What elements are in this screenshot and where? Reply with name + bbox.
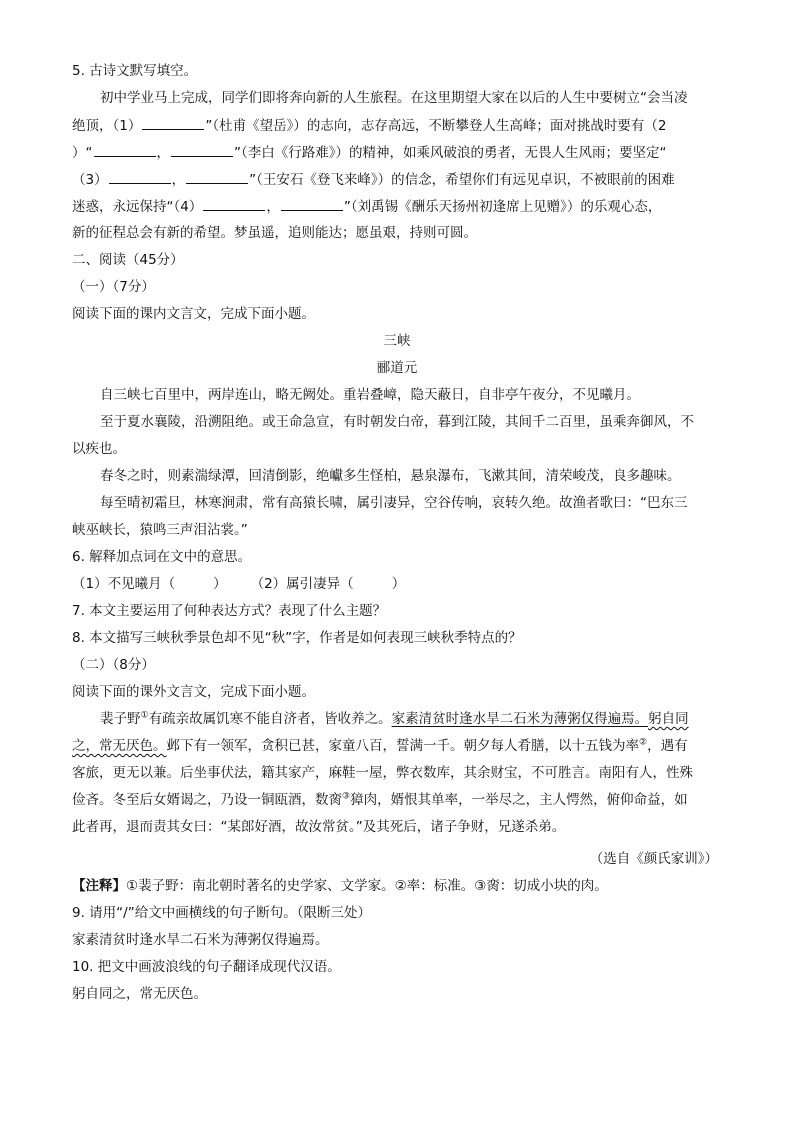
part-2-instruction: 阅读下面的课外文言文，完成下面小题。 [72, 684, 315, 700]
answer-blank-2a[interactable] [94, 143, 156, 157]
q5-line-1: 初中学业马上完成，同学们即将奔向新的人生旅程。在这里期望大家在以后的人生中要树立“会当凌 [100, 90, 688, 106]
annotation: 【注释】①裴子野：南北朝时著名的史学家、文学家。②率：标准。③脔：切成小块的肉。 [72, 878, 608, 894]
q9-title: 9. 请用“/”给文中画横线的句子断句。（限断三处） [72, 905, 371, 921]
q5-line-2: 绝顶，（1） ”（杜甫《望岳》）的志向，志存高远，不断攀登人生高峰；面对挑战时要有（2 [72, 118, 667, 134]
passage-title: 三峡 [383, 333, 411, 349]
passage-para-4-cont: 峡巫峡长，猿鸣三声泪沾裳。” [72, 522, 248, 538]
part-1-instruction: 阅读下面的课内文言文，完成下面小题。 [72, 306, 315, 322]
passage2-line-1: 裴子野①有疏亲故属饥寒不能自济者，皆收养之。家素清贫时逢水旱二石米为薄粥仅得遍焉。躬自同 [100, 710, 689, 727]
answer-blank-4a[interactable] [203, 197, 265, 211]
straight-underlined-sentence: 家素清贫时逢水旱二石米为薄粥仅得遍焉。 [391, 711, 649, 727]
q5-title: 5. 古诗文默写填空。 [72, 63, 198, 79]
wavy-underlined-sentence-start: 躬自同 [648, 711, 689, 727]
passage-para-2-cont: 以疾也。 [72, 441, 126, 457]
wavy-underlined-sentence-end: 之，常无厌色。 [72, 738, 167, 754]
answer-blank-4b[interactable] [281, 197, 343, 211]
q7-title: 7. 本文主要运用了何种表达方式？表现了什么主题？ [72, 603, 387, 619]
answer-blank-2b[interactable] [171, 143, 233, 157]
q6-items: （1）不见曦月（ ） （2）属引凄异（ ） [72, 576, 406, 592]
passage2-line-2: 之，常无厌色。邺下有一领军，贪积已甚，家童八百，誓满一千。朝夕每人肴膳，以十五钱为率②，遇有 [72, 737, 688, 754]
passage2-line-4: 俭吝。冬至后女婿谒之，乃设一铜瓯酒，数脔③獐肉，婿恨其单率，一举尽之，主人愕然，俯仰命益，如 [72, 791, 688, 808]
q9-text: 家素清贫时逢水旱二石米为薄粥仅得遍焉。 [72, 932, 329, 948]
q6-title: 6. 解释加点词在文中的意思。 [72, 549, 252, 565]
q8-title: 8. 本文描写三峡秋季景色却不见“秋”字，作者是如何表现三峡秋季特点的？ [72, 630, 522, 646]
q5-line-6: 新的征程总会有新的希望。梦虽遥，追则能达；愿虽艰，持则可圆。 [72, 225, 477, 241]
passage-author: 郦道元 [376, 360, 418, 376]
q10-text: 躬自同之，常无厌色。 [72, 986, 207, 1002]
answer-blank-3a[interactable] [109, 170, 171, 184]
answer-blank-3b[interactable] [186, 170, 248, 184]
answer-blank-1[interactable] [142, 116, 204, 130]
passage-para-1: 自三峡七百里中，两岸连山，略无阙处。重岩叠嶂，隐天蔽日，自非亭午夜分，不见曦月。 [100, 387, 640, 403]
passage2-source: （选自《颜氏家训》） [589, 851, 718, 867]
q5-line-5: 迷惑，永远保持“（4） ， ”（刘禹锡《酬乐天扬州初逢席上见赠》）的乐观心态， [72, 199, 662, 215]
q10-title: 10. 把文中画波浪线的句子翻译成现代汉语。 [72, 959, 341, 975]
passage-para-2: 至于夏水襄陵，沿溯阻绝。或王命急宣，有时朝发白帝，暮到江陵，其间千二百里，虽乘奔御风，不 [100, 414, 694, 430]
passage-para-3: 春冬之时，则素湍绿潭，回清倒影，绝巘多生怪柏，悬泉瀑布，飞漱其间，清荣峻茂，良多趣味。 [100, 468, 681, 484]
q5-line-4: （3） ， ”（王安石《登飞来峰》）的信念，希望你们有远见卓识，不被眼前的困难 [72, 172, 675, 188]
passage-para-4: 每至晴初霜旦，林寒涧肃，常有高猿长啸，属引凄异，空谷传响，哀转久绝。故渔者歌曰：“巴东三 [100, 495, 688, 511]
part-1-heading: （一）（7分） [72, 279, 155, 295]
q5-line-3: ）“ ， ”（李白《行路难》）的精神，如乘风破浪的勇者，无畏人生风雨；要坚定“ [72, 145, 667, 161]
part-2-heading: （二）（8分） [72, 657, 155, 673]
section-2-heading: 二、阅读（45分） [72, 252, 184, 268]
passage2-line-5: 此者再，退而责其女曰：“某郎好酒，故汝常贫。”及其死后，诸子争财，兄遂杀弟。 [72, 819, 566, 835]
passage2-line-3: 客旅，更无以兼。后坐事伏法，籍其家产，麻鞋一屋，弊衣数库，其余财宝，不可胜言。南阳有人，性殊 [72, 765, 693, 781]
